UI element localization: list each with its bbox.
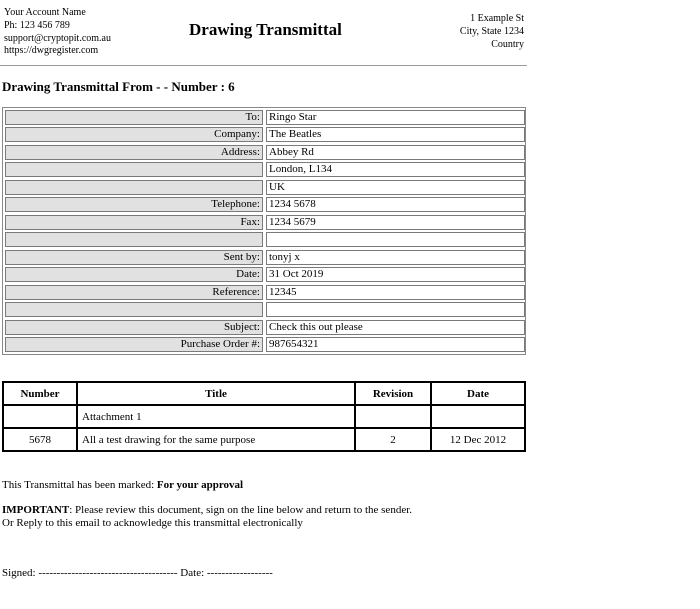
detail-label: Date:: [5, 267, 263, 282]
detail-value: Abbey Rd: [266, 145, 525, 160]
drawing-date: 12 Dec 2012: [431, 428, 525, 451]
detail-label: Company:: [5, 127, 263, 142]
detail-label: Subject:: [5, 320, 263, 335]
account-phone: Ph: 123 456 789: [4, 19, 70, 31]
header-date: Date: [431, 382, 525, 405]
detail-row: [5, 302, 525, 317]
detail-value: Check this out please: [266, 320, 525, 335]
detail-row: [5, 197, 525, 212]
detail-row: [5, 110, 525, 125]
detail-row: [5, 232, 525, 247]
drawing-revision: [355, 405, 431, 428]
detail-label: To:: [5, 110, 263, 125]
detail-label: [5, 302, 263, 317]
detail-label: [5, 232, 263, 247]
account-name: Your Account Name: [4, 7, 86, 18]
detail-value: 31 Oct 2019: [266, 267, 525, 282]
account-email: support@cryptopit.com.au: [4, 32, 111, 44]
detail-value: Ringo Star: [266, 110, 525, 125]
important-label: IMPORTANT: [2, 504, 70, 516]
marked-prefix: This Transmittal has been marked:: [2, 479, 157, 491]
details-table: [2, 107, 526, 355]
detail-value: [266, 302, 525, 317]
sender-address: [460, 13, 524, 51]
detail-row: [5, 145, 525, 160]
document-title: Drawing Transmittal: [189, 20, 342, 39]
drawings-table: [2, 381, 526, 452]
header-number: Number: [3, 382, 77, 405]
table-row: [3, 405, 525, 428]
header-title: Title: [77, 382, 355, 405]
detail-label: [5, 162, 263, 177]
detail-label: Address:: [5, 145, 263, 160]
address-line-3: Country: [491, 38, 524, 50]
detail-row: [5, 337, 525, 352]
address-line-1: 1 Example St: [470, 13, 524, 24]
drawing-title: All a test drawing for the same purpose: [77, 428, 355, 451]
detail-value: [266, 232, 525, 247]
detail-value: 1234 5678: [266, 197, 525, 212]
important-notice: [2, 504, 412, 530]
detail-value: 987654321: [266, 337, 525, 352]
detail-label: Fax:: [5, 215, 263, 230]
detail-value: 12345: [266, 285, 525, 300]
transmittal-heading: Drawing Transmittal From - - Number : 6: [2, 79, 235, 94]
header: [0, 0, 527, 66]
detail-label: [5, 180, 263, 195]
detail-label: Sent by:: [5, 250, 263, 265]
detail-row: [5, 127, 525, 142]
detail-value: UK: [266, 180, 525, 195]
detail-row: [5, 267, 525, 282]
detail-row: [5, 285, 525, 300]
table-row: [3, 428, 525, 451]
important-line-2: Or Reply to this email to acknowledge this transmittal electronically: [2, 517, 303, 529]
signature-line: Signed: -------------------------------------- Date: ------------------: [2, 567, 273, 579]
address-line-2: City, State 1234: [459, 25, 524, 37]
detail-label: Purchase Order #:: [5, 337, 263, 352]
detail-value: tonyj x: [266, 250, 525, 265]
detail-row: [5, 250, 525, 265]
detail-row: [5, 180, 525, 195]
detail-row: [5, 320, 525, 335]
detail-label: Telephone:: [5, 197, 263, 212]
drawing-number: [3, 405, 77, 428]
detail-row: [5, 215, 525, 230]
header-revision: Revision: [355, 382, 431, 405]
detail-value: 1234 5679: [266, 215, 525, 230]
account-info: [4, 7, 111, 58]
detail-label: Reference:: [5, 285, 263, 300]
drawings-header-row: [3, 382, 525, 405]
important-text: : Please review this document, sign on the line below and return to the sender.: [69, 504, 413, 516]
drawing-number: 5678: [3, 428, 77, 451]
detail-value: The Beatles: [266, 127, 525, 142]
drawing-date: [431, 405, 525, 428]
detail-value: London, L134: [266, 162, 525, 177]
drawing-title: Attachment 1: [77, 405, 355, 428]
drawing-revision: 2: [355, 428, 431, 451]
account-website: https://dwgregister.com: [4, 45, 99, 57]
marked-status: For your approval: [156, 479, 244, 491]
detail-row: [5, 162, 525, 177]
marked-status-line: [2, 479, 243, 491]
